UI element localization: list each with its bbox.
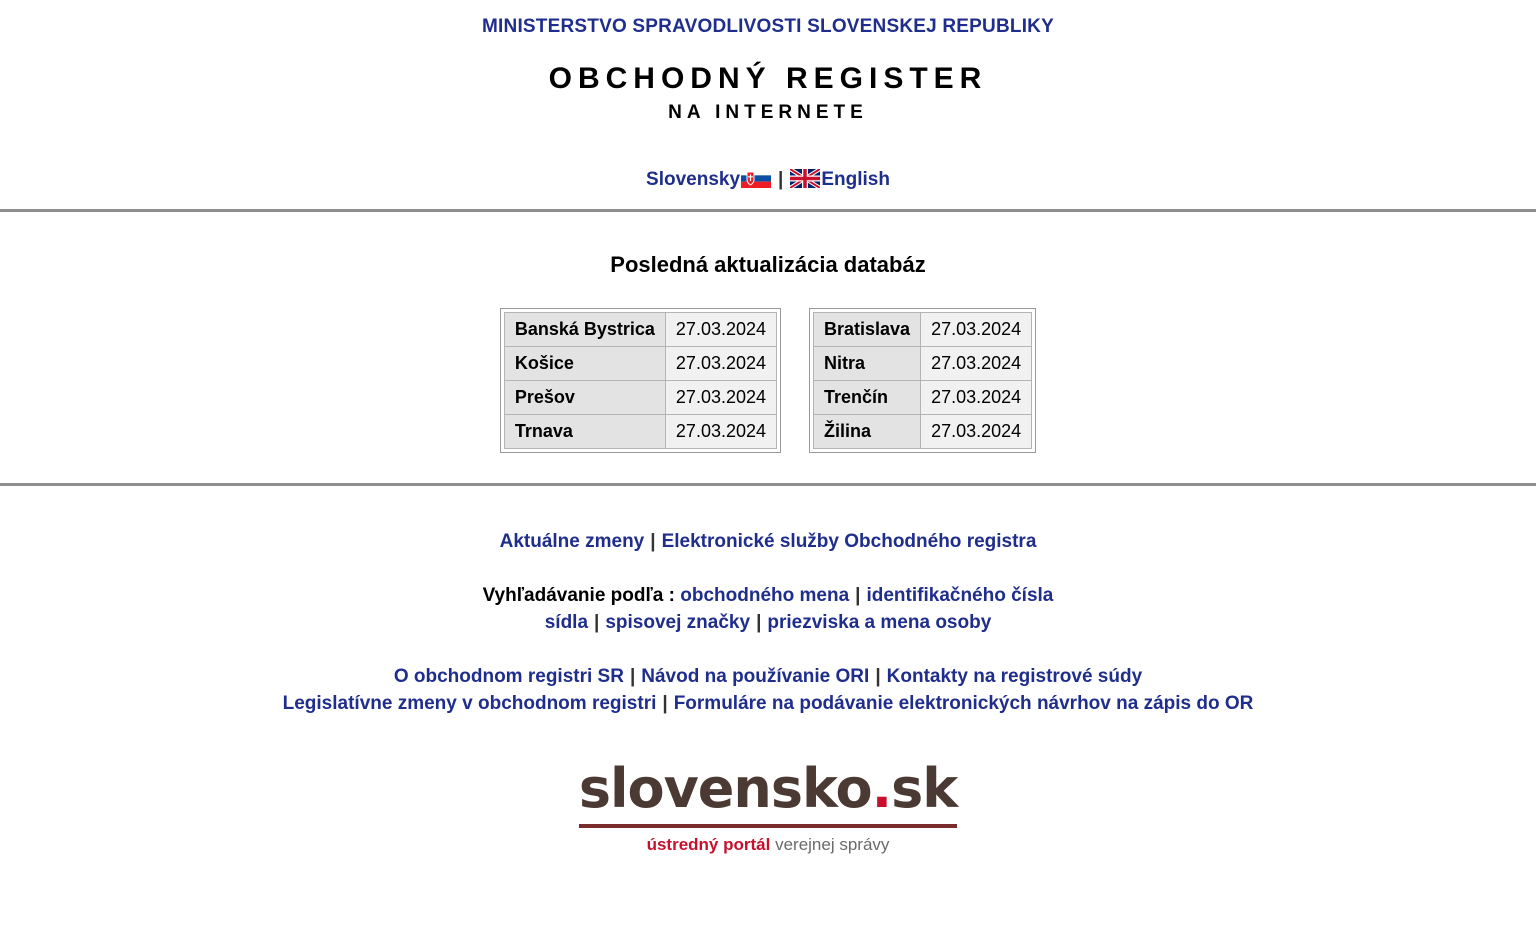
court-date: 27.03.2024 xyxy=(665,415,776,449)
link-legislativne-zmeny[interactable]: Legislatívne zmeny v obchodnom registri xyxy=(282,693,657,715)
links-row-info xyxy=(0,663,1536,718)
logo-caption xyxy=(579,835,957,855)
link-separator: | xyxy=(855,584,861,606)
court-name: Košice xyxy=(504,347,665,381)
court-date: 27.03.2024 xyxy=(921,381,1032,415)
court-name: Nitra xyxy=(814,347,921,381)
update-table-left xyxy=(504,312,777,449)
court-name: Trenčín xyxy=(814,381,921,415)
court-name: Trnava xyxy=(504,415,665,449)
link-search-spisova-znacka[interactable]: spisovej značky xyxy=(605,612,751,634)
slovensko-sk-logo[interactable] xyxy=(0,756,1536,855)
language-switcher xyxy=(0,169,1536,191)
link-formulare-navrhov[interactable]: Formuláre na podávanie elektronických návrhov na zápis do OR xyxy=(673,693,1254,715)
logo-text-dot: . xyxy=(871,756,892,820)
link-search-priezvisko-meno[interactable]: priezviska a mena osoby xyxy=(767,612,992,634)
slovakia-flag-icon xyxy=(741,169,771,188)
link-separator: | xyxy=(756,612,762,634)
links-row-search xyxy=(0,582,1536,637)
logo-text-main: slovensko xyxy=(578,756,872,820)
link-navod-na-pouzivanie[interactable]: Návod na používanie ORI xyxy=(641,665,870,687)
table-row xyxy=(504,415,776,449)
links-row-services xyxy=(0,528,1536,556)
logo-text xyxy=(578,756,958,820)
table-row xyxy=(814,347,1032,381)
link-separator: | xyxy=(875,665,881,687)
link-search-sidlo[interactable]: sídla xyxy=(544,612,589,634)
ministry-heading: MINISTERSTVO SPRAVODLIVOSTI SLOVENSKEJ REPUBLIKY xyxy=(482,16,1054,37)
link-search-obchodne-meno[interactable]: obchodného mena xyxy=(680,584,850,606)
link-elektronicke-sluzby[interactable]: Elektronické služby Obchodného registra xyxy=(661,531,1037,552)
court-name: Bratislava xyxy=(814,313,921,347)
update-tables xyxy=(0,308,1536,453)
link-separator: | xyxy=(650,531,656,552)
court-name: Žilina xyxy=(814,415,921,449)
logo-underline xyxy=(579,824,957,828)
page-title: OBCHODNÝ REGISTER xyxy=(548,62,988,95)
table-row xyxy=(504,381,776,415)
logo-inner xyxy=(578,756,958,855)
table-row xyxy=(504,347,776,381)
table-row xyxy=(814,415,1032,449)
divider-top xyxy=(0,209,1536,212)
uk-flag-icon xyxy=(790,169,820,188)
update-table-right xyxy=(813,312,1032,449)
links-section xyxy=(0,528,1536,718)
language-label-slovak: Slovensky xyxy=(646,169,741,190)
logo-text-tld: sk xyxy=(891,756,958,820)
court-date: 27.03.2024 xyxy=(665,313,776,347)
update-table-left-wrapper xyxy=(500,308,781,453)
logo-caption-red: ústredný portál xyxy=(646,834,771,854)
link-separator: | xyxy=(594,612,600,634)
divider-bottom xyxy=(0,483,1536,486)
court-name: Banská Bystrica xyxy=(504,313,665,347)
logo-caption-grey: verejnej správy xyxy=(775,834,890,854)
court-date: 27.03.2024 xyxy=(921,415,1032,449)
court-date: 27.03.2024 xyxy=(665,381,776,415)
link-search-ico[interactable]: identifikačného čísla xyxy=(866,584,1054,606)
language-separator: | xyxy=(778,169,784,190)
language-link-slovak[interactable] xyxy=(646,169,772,190)
page-subtitle: NA INTERNETE xyxy=(668,102,868,123)
court-name: Prešov xyxy=(504,381,665,415)
link-aktualne-zmeny[interactable]: Aktuálne zmeny xyxy=(499,531,645,552)
link-o-obchodnom-registri[interactable]: O obchodnom registri SR xyxy=(393,665,624,687)
language-label-english: English xyxy=(821,169,890,190)
search-by-label: Vyhľadávanie podľa : xyxy=(482,584,675,606)
link-separator: | xyxy=(662,693,668,715)
link-kontakty-na-sudy[interactable]: Kontakty na registrové súdy xyxy=(886,665,1143,687)
link-separator: | xyxy=(629,665,636,687)
court-date: 27.03.2024 xyxy=(921,313,1032,347)
table-row xyxy=(814,381,1032,415)
court-date: 27.03.2024 xyxy=(921,347,1032,381)
language-link-english[interactable] xyxy=(789,169,890,190)
court-date: 27.03.2024 xyxy=(665,347,776,381)
update-table-right-wrapper xyxy=(809,308,1036,453)
table-row xyxy=(814,313,1032,347)
update-section-title: Posledná aktualizácia databáz xyxy=(610,252,926,277)
table-row xyxy=(504,313,776,347)
